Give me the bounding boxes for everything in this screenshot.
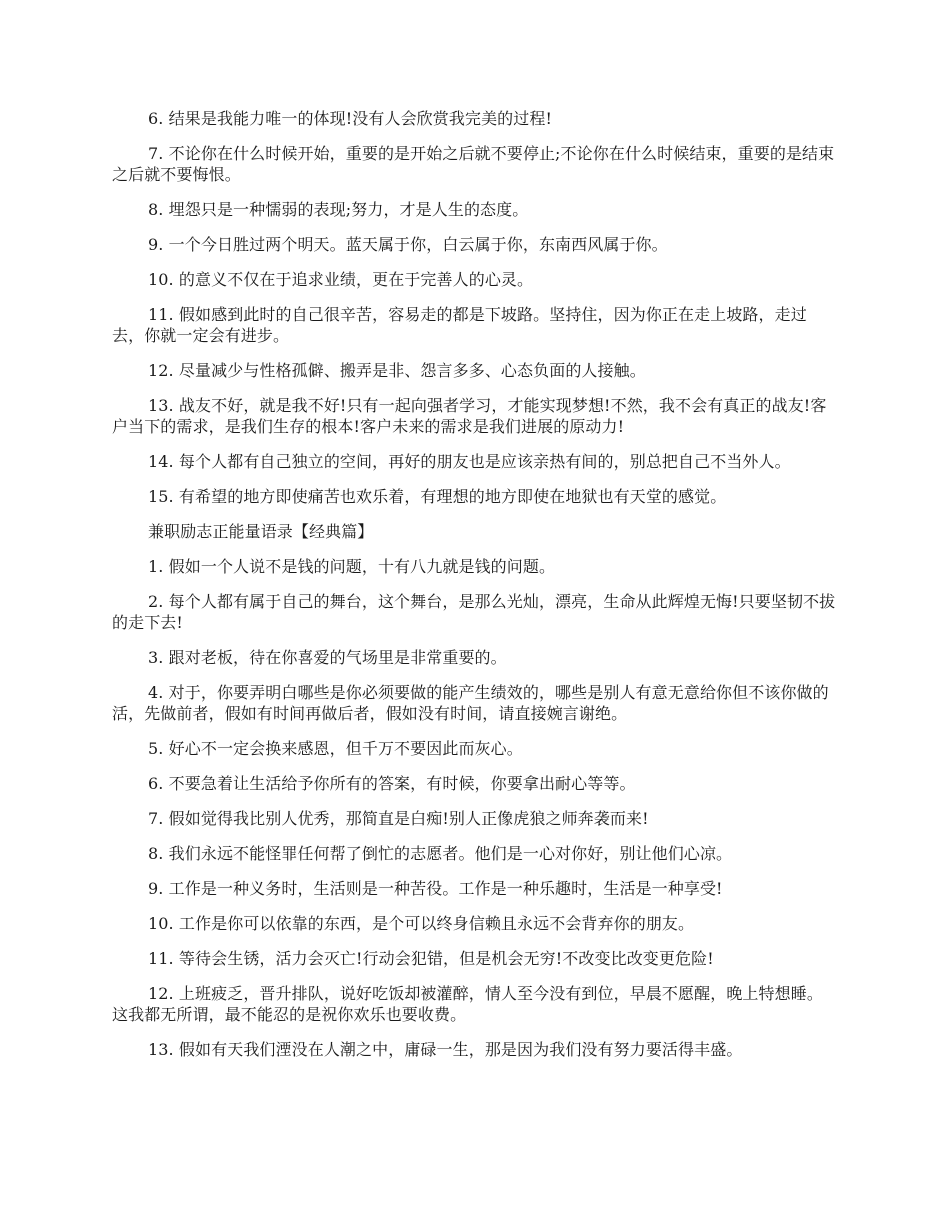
quote-paragraph: 9. 工作是一种义务时，生活则是一种苦役。工作是一种乐趣时，生活是一种享受! [148, 879, 723, 898]
quote-paragraph: 15. 有希望的地方即使痛苦也欢乐着，有理想的地方即使在地狱也有天堂的感觉。 [148, 487, 727, 506]
quote-paragraph: 11. 假如感到此时的自己很辛苦，容易走的都是下坡路。坚持住，因为你正在走上坡路，走过去，你就一定会有进步。 [112, 305, 807, 345]
quote-paragraph: 2. 每个人都有属于自己的舞台，这个舞台，是那么光灿，漂亮，生命从此辉煌无悔!只要坚韧不拔的走下去! [112, 592, 836, 632]
quote-paragraph: 13. 战友不好，就是我不好!只有一起向强者学习，才能实现梦想!不然，我不会有真正的战友!客户当下的需求，是我们生存的根本!客户未来的需求是我们进展的原动力! [112, 396, 827, 436]
quote-paragraph: 10. 工作是你可以依靠的东西，是个可以终身信赖且永远不会背弃你的朋友。 [148, 914, 695, 933]
section-heading: 兼职励志正能量语录【经典篇】 [148, 522, 374, 541]
quote-paragraph: 8. 埋怨只是一种懦弱的表现;努力，才是人生的态度。 [148, 200, 529, 219]
quote-paragraph: 12. 尽量减少与性格孤僻、搬弄是非、怨言多多、心态负面的人接触。 [148, 361, 646, 380]
quote-paragraph: 1. 假如一个人说不是钱的问题，十有八九就是钱的问题。 [148, 557, 556, 576]
quote-paragraph: 10. 的意义不仅在于追求业绩，更在于完善人的心灵。 [148, 270, 534, 289]
quote-paragraph: 6. 不要急着让生活给予你所有的答案，有时候，你要拿出耐心等等。 [148, 774, 636, 793]
quote-paragraph: 11. 等待会生锈，活力会灭亡!行动会犯错，但是机会无穷!不改变比改变更危险! [148, 949, 714, 968]
quote-paragraph: 4. 对于，你要弄明白哪些是你必须要做的能产生绩效的，哪些是别人有意无意给你但不该你做的活，先做前者，假如有时间再做后者，假如没有时间，请直接婉言谢绝。 [112, 683, 829, 723]
quote-paragraph: 3. 跟对老板，待在你喜爱的气场里是非常重要的。 [148, 648, 507, 667]
quote-paragraph: 12. 上班疲乏，晋升排队，说好吃饭却被灌醉，情人至今没有到位，早晨不愿醒，晚上特想睡。这我都无所谓，最不能忍的是祝你欢乐也要收费。 [112, 984, 823, 1024]
quote-paragraph: 7. 假如觉得我比别人优秀，那简直是白痴!别人正像虎狼之师奔袭而来! [148, 809, 649, 828]
quote-paragraph: 13. 假如有天我们湮没在人潮之中，庸碌一生，那是因为我们没有努力要活得丰盛。 [148, 1040, 743, 1059]
quote-paragraph: 8. 我们永远不能怪罪任何帮了倒忙的志愿者。他们是一心对你好，别让他们心凉。 [148, 844, 733, 863]
quote-paragraph: 14. 每个人都有自己独立的空间，再好的朋友也是应该亲热有间的，别总把自己不当外人。 [148, 452, 791, 471]
quote-paragraph: 6. 结果是我能力唯一的体现!没有人会欣赏我完美的过程! [148, 109, 553, 128]
document-body [112, 108, 838, 1074]
quote-paragraph: 5. 好心不一定会换来感恩，但千万不要因此而灰心。 [148, 739, 523, 758]
quote-paragraph: 9. 一个今日胜过两个明天。蓝天属于你，白云属于你，东南西风属于你。 [148, 235, 668, 254]
quote-paragraph: 7. 不论你在什么时候开始，重要的是开始之后就不要停止;不论你在什么时候结束，重要的是结束之后就不要悔恨。 [112, 144, 835, 184]
